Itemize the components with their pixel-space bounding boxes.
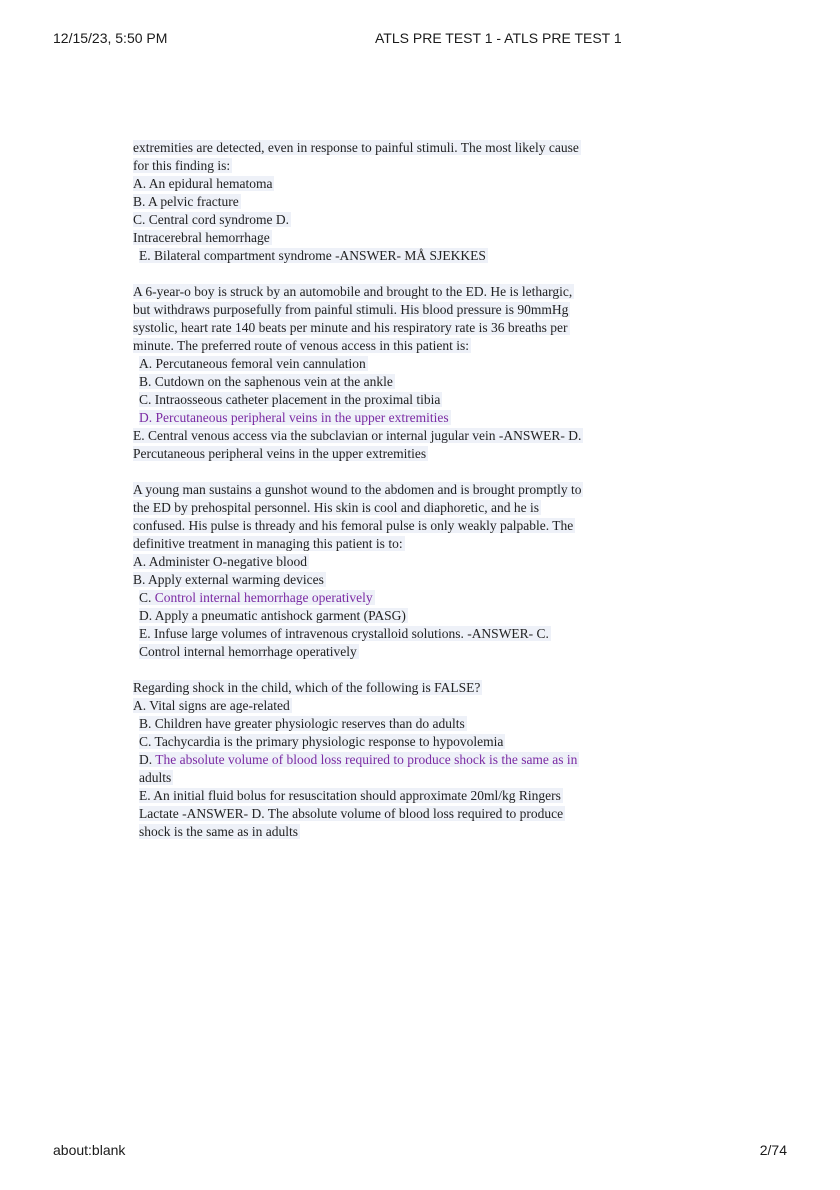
option-d-text: The absolute volume of blood loss required to produce shock is the same as in	[155, 752, 578, 767]
option-d: Intracerebral hemorrhage	[133, 230, 270, 245]
option-c-prefix: C.	[139, 590, 155, 605]
question-text-line: the ED by prehospital personnel. His skin is cool and diaphoretic, and he is	[133, 500, 540, 515]
option-d-prefix: D.	[139, 752, 156, 767]
answer-continuation: Lactate -ANSWER- D. The absolute volume of blood loss required to produce	[139, 806, 564, 821]
print-header	[0, 30, 840, 50]
document-title: ATLS PRE TEST 1 - ATLS PRE TEST 1	[375, 30, 622, 46]
option-d-correct: D. Percutaneous peripheral veins in the upper extremities	[139, 410, 449, 425]
question-text-line: A young man sustains a gunshot wound to the abdomen and is brought promptly to	[133, 482, 582, 497]
question-text-line: confused. His pulse is thready and his femoral pulse is only weakly palpable. The	[133, 518, 574, 533]
answer-continuation: Percutaneous peripheral veins in the upper extremities	[133, 446, 427, 461]
question-text-line: extremities are detected, even in response to painful stimuli. The most likely cause	[133, 140, 579, 155]
question-text-line: minute. The preferred route of venous access in this patient is:	[133, 338, 470, 353]
question-text-line: for this finding is:	[133, 158, 231, 173]
question-1	[133, 139, 693, 265]
question-text-line: A 6-year-o boy is struck by an automobile and brought to the ED. He is lethargic,	[133, 284, 573, 299]
option-d-correct	[133, 751, 693, 769]
option-d-continuation: adults	[139, 770, 172, 785]
option-b: B. Children have greater physiologic reserves than do adults	[139, 716, 465, 731]
option-e-answer: E. An initial fluid bolus for resuscitation should approximate 20ml/kg Ringers	[139, 788, 561, 803]
option-a: A. Percutaneous femoral vein cannulation	[139, 356, 366, 371]
question-text-line: Regarding shock in the child, which of the following is FALSE?	[133, 680, 481, 695]
question-text-line: systolic, heart rate 140 beats per minute and his respiratory rate is 36 breaths per	[133, 320, 568, 335]
question-3	[133, 481, 693, 661]
question-text-line: definitive treatment in managing this patient is to:	[133, 536, 403, 551]
option-a: A. An epidural hematoma	[133, 176, 273, 191]
option-a: A. Vital signs are age-related	[133, 698, 290, 713]
question-text-line: but withdraws purposefully from painful stimuli. His blood pressure is 90mmHg	[133, 302, 569, 317]
question-2	[133, 283, 693, 463]
option-b: B. Cutdown on the saphenous vein at the ankle	[139, 374, 393, 389]
option-c-correct	[133, 589, 693, 607]
print-footer	[0, 1142, 840, 1162]
option-b: B. Apply external warming devices	[133, 572, 324, 587]
option-e-answer: E. Central venous access via the subclavian or internal jugular vein -ANSWER- D.	[133, 428, 582, 443]
option-d: D. Apply a pneumatic antishock garment (PASG)	[139, 608, 406, 623]
question-4	[133, 679, 693, 841]
print-datetime: 12/15/23, 5:50 PM	[53, 30, 168, 46]
page-number: 2/74	[759, 1142, 787, 1158]
option-a: A. Administer O-negative blood	[133, 554, 307, 569]
option-c: C. Tachycardia is the primary physiologic response to hypovolemia	[139, 734, 504, 749]
option-b: B. A pelvic fracture	[133, 194, 239, 209]
option-c: C. Central cord syndrome D.	[133, 212, 289, 227]
option-c-text: Control internal hemorrhage operatively	[154, 590, 373, 605]
page-url: about:blank	[53, 1142, 126, 1158]
answer-continuation: Control internal hemorrhage operatively	[139, 644, 357, 659]
option-e-answer: E. Bilateral compartment syndrome -ANSWER- MÅ SJEKKES	[139, 248, 486, 263]
answer-continuation: shock is the same as in adults	[139, 824, 298, 839]
option-e-answer: E. Infuse large volumes of intravenous crystalloid solutions. -ANSWER- C.	[139, 626, 549, 641]
option-c: C. Intraosseous catheter placement in the proximal tibia	[139, 392, 441, 407]
document-body	[133, 139, 693, 859]
